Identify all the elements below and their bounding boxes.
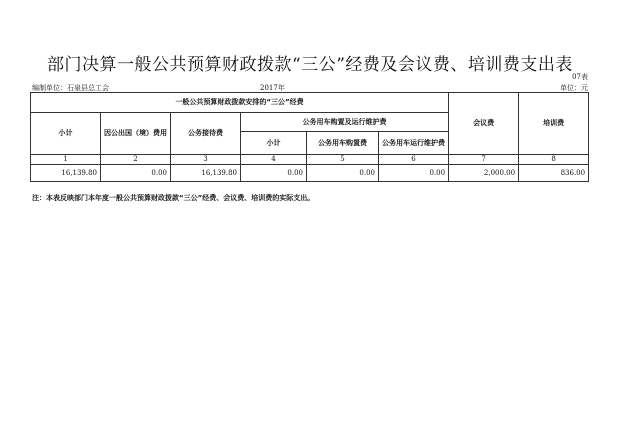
column-number: 8 — [519, 155, 589, 165]
three-public-header: 一般公共预算财政拨款安排的“三公”经费 — [31, 93, 449, 113]
report-title: 部门决算一般公共预算财政拨款“三公”经费及会议费、培训费支出表 — [47, 55, 573, 75]
abroad-fee-header: 因公出国（境）费用 — [101, 113, 171, 155]
column-number: 6 — [379, 155, 449, 165]
subtotal-value: 16,139.80 — [31, 165, 101, 182]
currency-unit: 单位：元 — [560, 84, 588, 92]
vehicle-operation-header: 公务用车运行维护费 — [379, 132, 449, 155]
column-number: 4 — [241, 155, 307, 165]
form-number: 07表 — [572, 73, 588, 81]
meeting-fee-header: 会议费 — [449, 93, 519, 155]
column-number: 7 — [449, 155, 519, 165]
column-number: 5 — [307, 155, 379, 165]
expenditure-table — [30, 92, 589, 182]
column-number: 2 — [101, 155, 171, 165]
vehicle-subtotal-header: 小计 — [241, 132, 307, 155]
compiling-unit: 编制单位：石泉县总工会 — [32, 84, 109, 92]
vehicle-purchase-value: 0.00 — [307, 165, 379, 182]
report-year: 2017年 — [260, 84, 285, 92]
vehicle-subtotal-value: 0.00 — [241, 165, 307, 182]
vehicle-group-header: 公务用车购置及运行维护费 — [241, 113, 449, 132]
training-fee-header: 培训费 — [519, 93, 589, 155]
column-number: 3 — [171, 155, 241, 165]
abroad-fee-value: 0.00 — [101, 165, 171, 182]
training-fee-value: 836.00 — [519, 165, 589, 182]
vehicle-operation-value: 0.00 — [379, 165, 449, 182]
table-note: 注：本表反映部门本年度一般公共预算财政拨款“三公”经费、会议费、培训费的实际支出。 — [32, 194, 315, 202]
column-number-row — [31, 155, 589, 165]
column-number: 1 — [31, 155, 101, 165]
subtotal-header: 小计 — [31, 113, 101, 155]
table-row — [31, 165, 589, 182]
meeting-fee-value: 2,000.00 — [449, 165, 519, 182]
vehicle-purchase-header: 公务用车购置费 — [307, 132, 379, 155]
reception-fee-header: 公务接待费 — [171, 113, 241, 155]
reception-fee-value: 16,139.80 — [171, 165, 241, 182]
